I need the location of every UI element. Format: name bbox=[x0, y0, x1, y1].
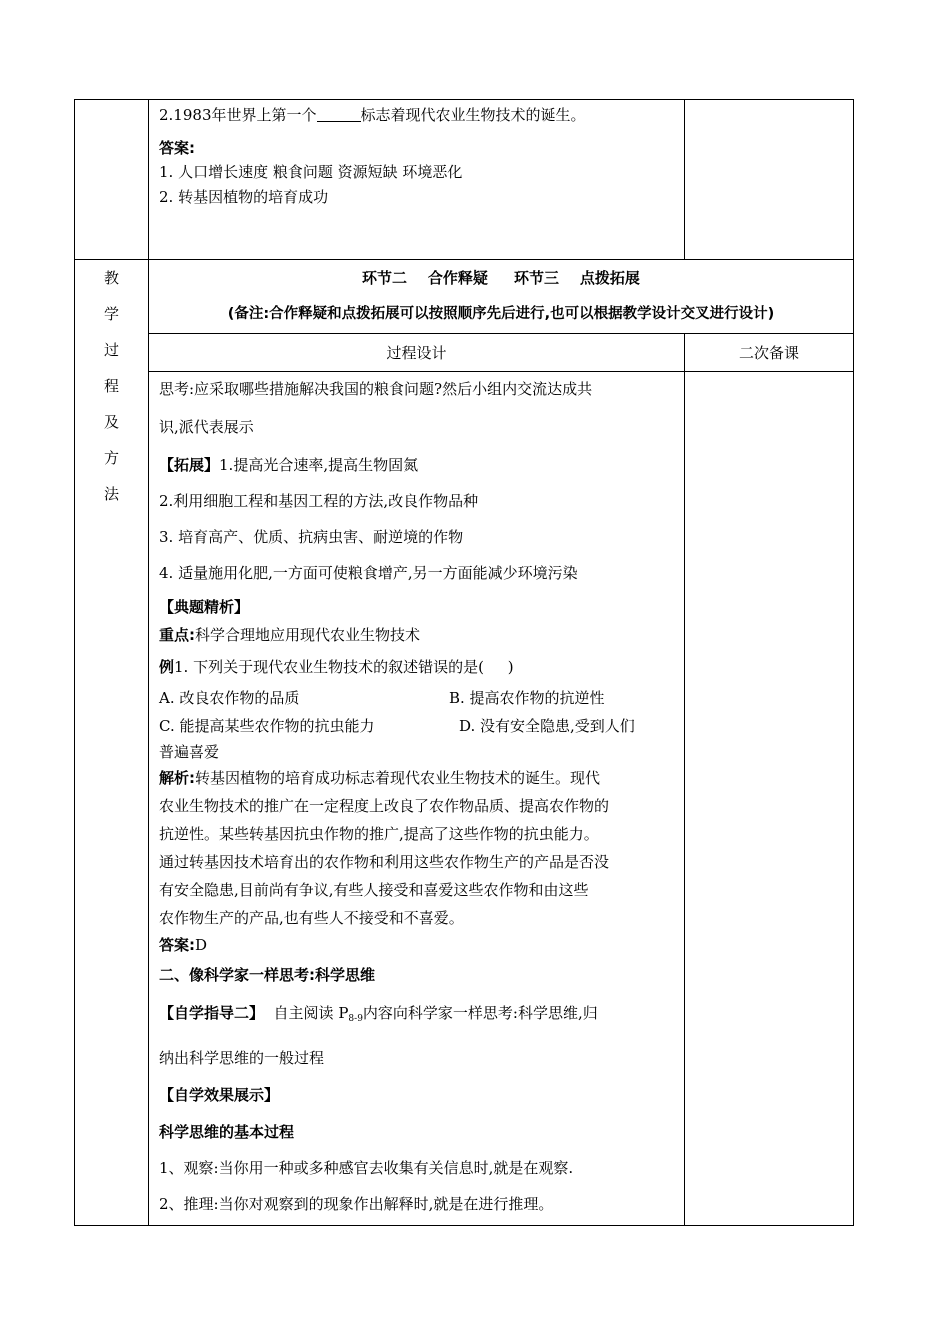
lesson-plan-table bbox=[74, 99, 854, 1226]
explain-line: 有安全隐患,目前尚有争议,有些人接受和喜爱这些农作物和由这些 bbox=[159, 881, 589, 899]
expand-line: 【拓展】1.提高光合速率,提高生物固氮 bbox=[159, 456, 419, 474]
expand-line: 2.利用细胞工程和基因工程的方法,改良作物品种 bbox=[159, 492, 479, 510]
explain-line: 农作物生产的产品,也有些人不接受和不喜爱。 bbox=[159, 909, 464, 927]
question-2: 2.1983年世界上第一个 标志着现代农业生物技术的诞生。 bbox=[159, 106, 586, 124]
col-header-second: 二次备课 bbox=[685, 334, 854, 372]
col-header-process: 过程设计 bbox=[149, 334, 685, 372]
analysis-title: 【典题精析】 bbox=[159, 598, 250, 616]
section-note: (备注:合作释疑和点拨拓展可以按照顺序先后进行,也可以根据教学设计交叉进行设计) bbox=[227, 306, 775, 322]
column-header-row bbox=[75, 334, 854, 372]
expand-line: 4. 适量施用化肥,一方面可使粮食增产,另一方面能减少环境污染 bbox=[159, 564, 578, 582]
example-question: 例1. 下列关于现代农业生物技术的叙述错误的是( ) bbox=[159, 658, 514, 676]
step-line: 1、观察:当你用一种或多种感官去收集有关信息时,就是在观察. bbox=[159, 1159, 574, 1177]
process-heading-row bbox=[75, 260, 854, 334]
heading-cell bbox=[149, 260, 854, 334]
side-label-cell bbox=[75, 260, 149, 1226]
side-cell-empty bbox=[75, 100, 149, 260]
fill-blank bbox=[317, 105, 361, 122]
second-prep-cell bbox=[685, 372, 854, 1226]
side-char: 学 bbox=[103, 305, 119, 323]
option-c: C. 能提高某些农作物的抗虫能力 bbox=[159, 717, 375, 735]
side-char: 及 bbox=[103, 413, 119, 431]
option-d: D. 没有安全隐患,受到人们 bbox=[459, 717, 635, 735]
explain-line: 抗逆性。某些转基因抗虫作物的推广,提高了这些作物的抗虫能力。 bbox=[159, 825, 599, 843]
answer-item: 1. 人口增长速度 粮食问题 资源短缺 环境恶化 bbox=[159, 163, 463, 181]
option-d-cont: 普遍喜爱 bbox=[159, 743, 220, 761]
answer-label: 答案: bbox=[159, 139, 195, 157]
guide-line: 【自学指导二】 自主阅读 $P_{8-9}$内容向科学家一样思考:科学思维,归 bbox=[159, 1004, 598, 1024]
options-cd bbox=[159, 712, 674, 740]
explain-line: 通过转基因技术培育出的农作物和利用这些农作物生产的产品是否没 bbox=[159, 853, 610, 871]
notes-cell-empty bbox=[685, 100, 854, 260]
side-char: 法 bbox=[103, 485, 119, 503]
explain-line: 农业生物技术的推广在一定程度上改良了农作物品质、提高农作物的 bbox=[159, 797, 610, 815]
effect-label: 【自学效果展示】 bbox=[159, 1086, 280, 1104]
step-line: 2、推理:当你对观察到的现象作出解释时,就是在进行推理。 bbox=[159, 1195, 554, 1213]
explain-line: 解析:转基因植物的培育成功标志着现代农业生物技术的诞生。现代 bbox=[159, 769, 601, 787]
answers-row bbox=[75, 100, 854, 260]
content-cell bbox=[149, 372, 685, 1226]
side-char: 程 bbox=[103, 377, 119, 395]
answer-item: 2. 转基因植物的培育成功 bbox=[159, 188, 329, 206]
think-line: 思考:应采取哪些措施解决我国的粮食问题?然后小组内交流达成共 bbox=[159, 380, 593, 398]
think-line: 识,派代表展示 bbox=[159, 418, 254, 436]
guide-line: 纳出科学思维的一般过程 bbox=[159, 1049, 325, 1067]
section2-title: 二、像科学家一样思考:科学思维 bbox=[159, 966, 376, 984]
basic-title: 科学思维的基本过程 bbox=[159, 1123, 295, 1141]
option-a: A. 改良农作物的品质 bbox=[159, 689, 300, 707]
key-point: 重点:科学合理地应用现代农业生物技术 bbox=[159, 626, 421, 644]
expand-line: 3. 培育高产、优质、抗病虫害、耐逆境的作物 bbox=[159, 528, 464, 546]
side-char: 过 bbox=[103, 341, 119, 359]
side-char: 方 bbox=[103, 449, 119, 467]
answer-line: 答案:D bbox=[159, 936, 208, 954]
options-ab bbox=[159, 684, 674, 712]
content-row bbox=[75, 372, 854, 1226]
answers-cell bbox=[149, 100, 685, 260]
option-b: B. 提高农作物的抗逆性 bbox=[449, 689, 605, 707]
section-heading: 环节二 合作释疑 环节三 点拨拓展 bbox=[362, 269, 640, 287]
side-char: 教 bbox=[103, 269, 119, 287]
